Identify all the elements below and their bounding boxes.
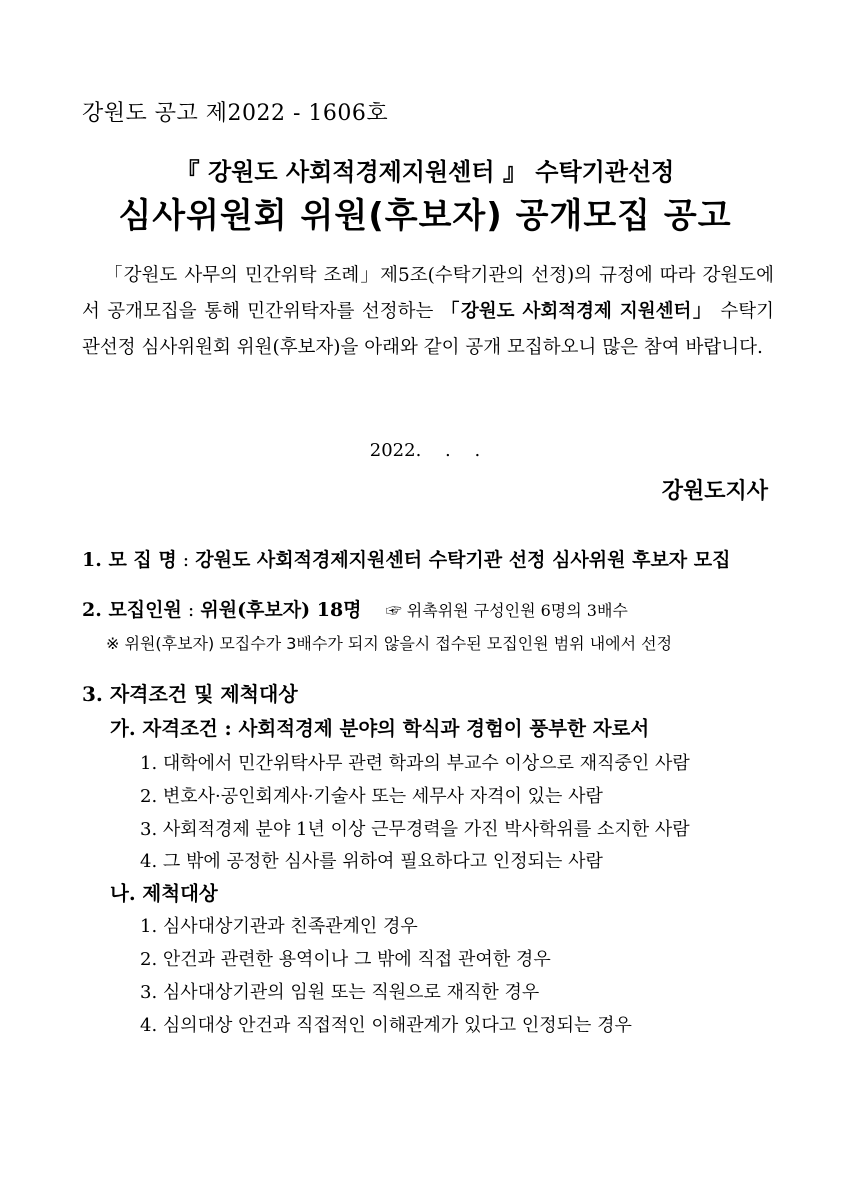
section-2-sub-note: ※ 위원(후보자) 모집수가 3배수가 되지 않을시 접수된 모집인원 범위 내에서 선정 [106,634,673,653]
intro-text-2: 수탁기관선정 심사위원회 위원(후보자)을 아래와 같이 공개 모집하오니 많은 참여 바랍니다. [82,301,774,358]
exclusion-item: 2. 안건과 관련한 용역이나 그 밖에 직접 관여한 경우 [140,949,551,970]
section-2-colon: : [181,599,201,621]
qualification-item: 4. 그 밖에 공정한 심사를 위하여 필요하다고 인정되는 사람 [140,851,603,872]
section-2 [82,595,628,622]
notice-date: 2022. . . [369,440,481,461]
intro-paragraph [82,258,774,366]
section-1-value: 강원도 사회적경제지원센터 수탁기관 선정 심사위원 후보자 모집 [195,549,731,571]
section-1-colon: : [176,549,196,571]
section-1 [82,545,730,572]
exclusion-item: 1. 심사대상기관과 친족관계인 경우 [140,916,418,937]
qualifications-heading: 가. 자격조건 : 사회적경제 분야의 학식과 경험이 풍부한 자로서 [110,717,650,740]
qualification-item: 2. 변호사·공인회계사·기술사 또는 세무사 자격이 있는 사람 [140,786,603,807]
notice-number: 강원도 공고 제2022 - 1606호 [82,101,389,126]
section-2-inline-note: ☞ 위촉위원 구성인원 6명의 3배수 [385,601,628,620]
section-3-heading: 3. 자격조건 및 제척대상 [82,682,298,706]
exclusion-item: 3. 심사대상기관의 임원 또는 직원으로 재직한 경우 [140,982,540,1003]
page-title: 심사위원회 위원(후보자) 공개모집 공고 [118,196,732,236]
exclusion-item: 4. 심의대상 안건과 직접적인 이해관계가 있다고 인정되는 경우 [140,1015,632,1036]
exclusions-heading: 나. 제척대상 [110,882,218,905]
section-2-value: 위원(후보자) 18명 [200,599,362,621]
qualification-item: 1. 대학에서 민간위탁사무 관련 학과의 부교수 이상으로 재직중인 사람 [140,753,690,774]
issuer: 강원도지사 [661,479,768,504]
section-1-label: 1. 모 집 명 [82,549,177,571]
intro-text-1: 「강원도 사무의 민간위탁 조례」제5조(수탁기관의 선정)의 규정에 따라 강원도에서 공개모집을 통해 민간위탁자를 선정하는 [82,265,774,322]
title-line-1: 『 강원도 사회적경제지원센터 』 수탁기관선정 [175,158,675,186]
qualification-item: 3. 사회적경제 분야 1년 이상 근무경력을 가진 박사학위를 소지한 사람 [140,819,690,840]
section-2-label: 2. 모집인원 [82,599,182,621]
intro-center-name: 「강원도 사회적경제 지원센터」 [440,301,713,322]
